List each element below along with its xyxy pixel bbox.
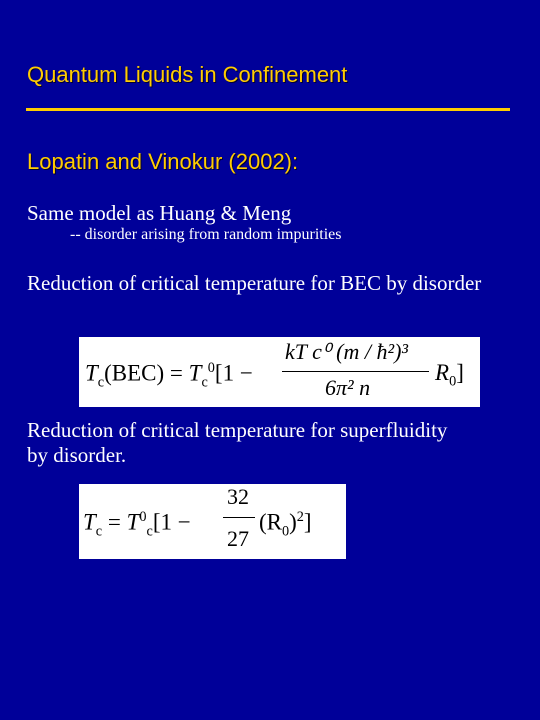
paragraph-superfluidity: Reduction of critical temperature for superfluidity by disorder. [27, 418, 448, 467]
formula-superfluidity-fraction-bar [223, 517, 255, 518]
formula-bec-lhs: $T_c(BEC) = T_c^0[1$ − [85, 360, 253, 391]
section-heading: Lopatin and Vinokur (2002): [27, 149, 299, 174]
title-underline [26, 108, 510, 111]
formula-bec-denominator: 6π² n [325, 375, 371, 400]
paragraph-model: Same model as Huang & Meng [27, 201, 292, 225]
formula-bec-tail: $R_0$] [435, 360, 464, 390]
formula-superfluidity-numerator: 32 [227, 484, 249, 509]
formula-superfluidity-tail: $(R_0)^2$] [259, 509, 312, 540]
formula-superfluidity-denominator: 27 [227, 526, 249, 551]
paragraph-bec: Reduction of critical temperature for BEC by disorder [27, 271, 482, 295]
formula-bec [79, 337, 480, 407]
paragraph-note: -- disorder arising from random impurities [70, 226, 342, 243]
formula-superfluidity [79, 484, 346, 559]
formula-bec-numerator: kT c⁰ (m / ħ²)³ [285, 339, 409, 364]
slide-title: Quantum Liquids in Confinement [27, 62, 348, 87]
formula-bec-fraction-bar [282, 371, 429, 372]
formula-superfluidity-lhs: $T_c = T^0_c[1$ − [83, 509, 191, 540]
